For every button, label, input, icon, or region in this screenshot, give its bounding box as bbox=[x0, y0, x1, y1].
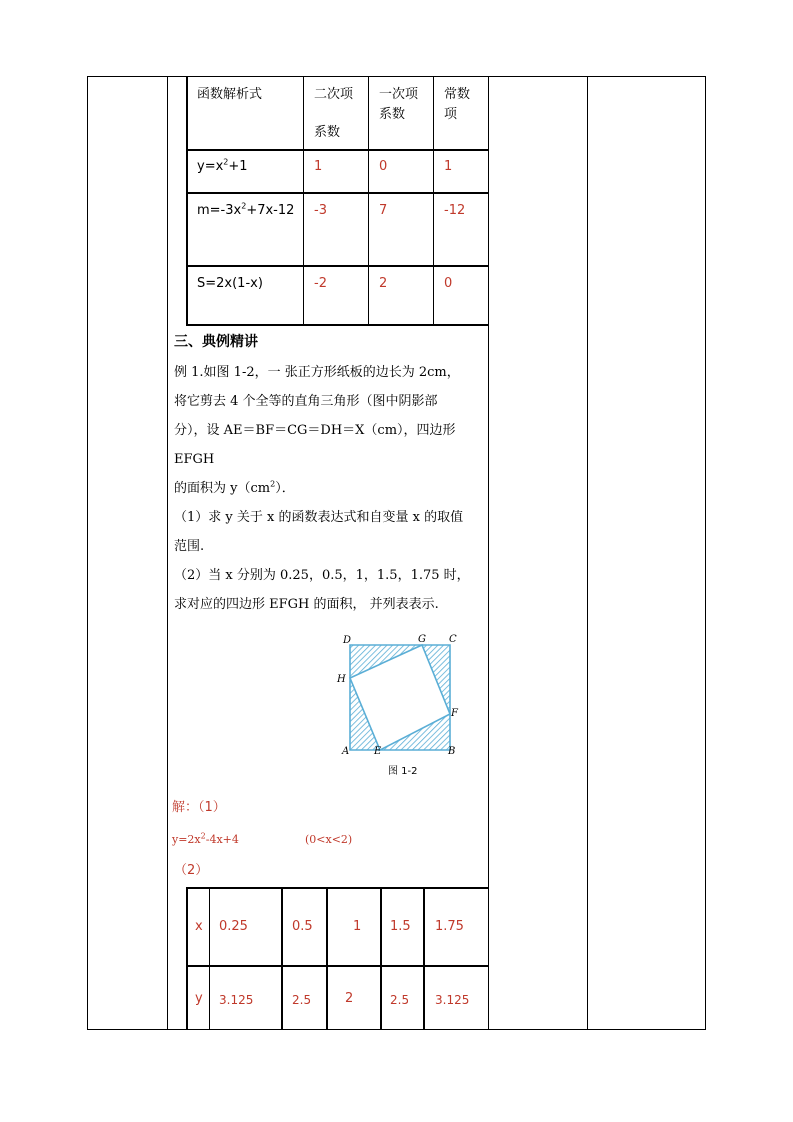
table-header: 系数 bbox=[314, 125, 341, 140]
column-divider bbox=[488, 76, 489, 1030]
table-cell-formula: $m=-3x^2+7x-12$ bbox=[197, 201, 295, 218]
label-g: G bbox=[418, 634, 426, 645]
solution-range: (0<x<2) bbox=[305, 833, 353, 846]
table-header: 一次项 bbox=[379, 87, 419, 102]
figure-caption: 图 1-2 bbox=[388, 766, 418, 777]
x-value: 0.25 bbox=[219, 919, 248, 934]
table-cell: 1 bbox=[444, 159, 453, 174]
x-value: 1 bbox=[353, 919, 362, 934]
y-value: 2 bbox=[345, 991, 354, 1006]
solution-part2: （2） bbox=[174, 863, 209, 878]
section-title: 三、典例精讲 bbox=[174, 334, 258, 350]
table-cell: -2 bbox=[314, 276, 327, 291]
y-value: 3.125 bbox=[435, 993, 470, 1007]
problem-line: 的面积为 $y(cm^2)$． bbox=[174, 479, 295, 496]
table-cell-formula: S=2x(1-x) bbox=[197, 276, 263, 291]
table-cell: 0 bbox=[444, 276, 453, 291]
row-label-x: x bbox=[195, 919, 203, 934]
table-header: 函数解析式 bbox=[197, 87, 263, 102]
table-cell: -3 bbox=[314, 203, 327, 218]
label-h: H bbox=[337, 674, 346, 685]
y-value: 3.125 bbox=[219, 993, 254, 1007]
table-header: 项 bbox=[444, 107, 458, 122]
question-1: （1）求 y 关于 x 的函数表达式和自变量 x 的取值 bbox=[174, 510, 464, 525]
table-cell: 0 bbox=[379, 159, 388, 174]
square-figure bbox=[330, 628, 480, 780]
table-cell-formula: $y=x^2+1$ bbox=[197, 157, 248, 174]
column-divider bbox=[167, 76, 168, 1030]
y-value: 2.5 bbox=[390, 993, 410, 1007]
label-f: F bbox=[451, 708, 458, 719]
problem-line: 分），设 AE＝BF＝CG＝DH＝X（cm），四边形 EFGH bbox=[174, 423, 456, 467]
row-label-y: y bbox=[195, 991, 203, 1006]
label-d: D bbox=[343, 635, 352, 646]
table-header: 系数 bbox=[379, 107, 406, 122]
table-cell: -12 bbox=[444, 203, 466, 218]
question-1: 范围. bbox=[174, 539, 205, 554]
y-value: 2.5 bbox=[292, 993, 312, 1007]
table-header: 常数 bbox=[444, 87, 471, 102]
solution-label: 解：（1） bbox=[172, 800, 226, 815]
question-2: （2）当 x 分别为 0.25，0.5，1，1.5，1.75 时， bbox=[174, 568, 470, 583]
problem-text bbox=[174, 358, 486, 619]
problem-line: 例 1.如图 1-2，一 张正方形纸板的边长为 2cm， bbox=[174, 365, 460, 380]
label-b: B bbox=[448, 746, 456, 757]
label-e: E bbox=[374, 746, 382, 757]
table-cell: 1 bbox=[314, 159, 323, 174]
question-2: 求对应的四边形 EFGH 的面积， 并列表表示. bbox=[174, 597, 439, 612]
column-divider bbox=[587, 76, 588, 1030]
table-header: 二次项 bbox=[314, 87, 354, 102]
label-a: A bbox=[342, 746, 350, 757]
solution-formula: $y=2x^2-4x+4$ bbox=[172, 831, 239, 846]
x-value: 1.75 bbox=[435, 919, 464, 934]
x-value: 0.5 bbox=[292, 919, 313, 934]
x-value: 1.5 bbox=[390, 919, 411, 934]
table-cell: 7 bbox=[379, 203, 388, 218]
table-cell: 2 bbox=[379, 276, 388, 291]
label-c: C bbox=[449, 634, 457, 645]
problem-line: 将它剪去 4 个全等的直角三角形（图中阴影部 bbox=[174, 394, 438, 409]
